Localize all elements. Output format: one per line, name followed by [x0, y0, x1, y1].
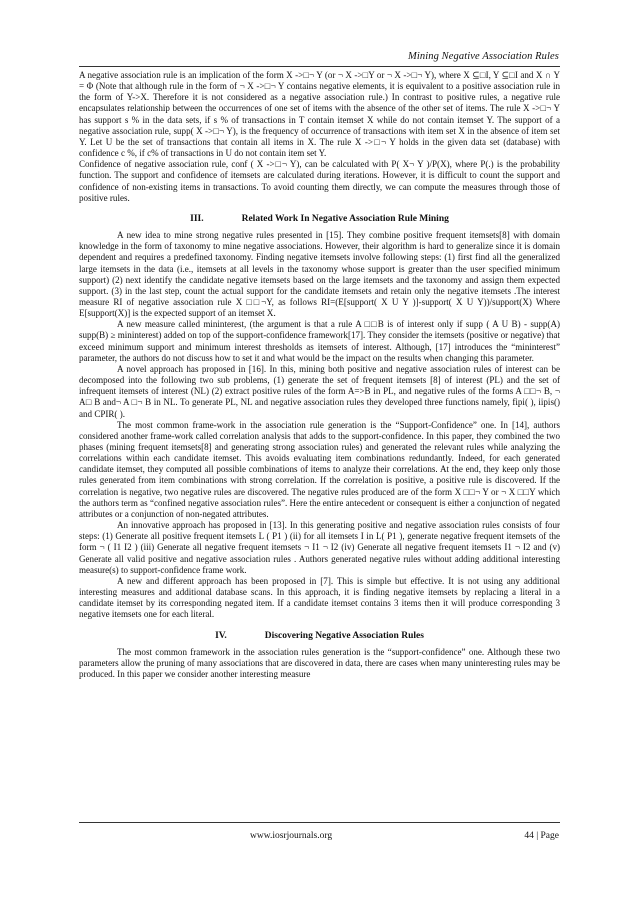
paragraph: A negative association rule is an implication of the form X ->□¬ Y (or ¬ X ->□Y or ¬ X ->□¬ Y), where X ⊆□I, Y ⊆□I and X ∩ Y = Φ (Note that although rule in the form of ¬ X ->□¬ Y contains negative elements, it is equivalent to a positive association rule in the form of Y->X. Therefore it is not considered as a negative association rule.) In contrast to positive rules, a negative rule encapsulates relationship between the occurrences of one set of items with the absence of the other set of items. The rule X ->□¬ Y has support s % in the data sets, if s % of transactions in T contain itemset X while do not contain itemset Y. The support of a negative association rule, supp( X ->□¬ Y), is the frequency of occurrence of transactions with item set X in the absence of item set Y. Let U be the set of transactions that contain all items in X. The rule X ->□¬ Y holds in the given data set (database) with confidence c %, if c% of transactions in U do not contain item set Y. [79, 70, 560, 159]
page-number: 44 | Page [524, 831, 559, 841]
section-heading-4 [79, 631, 560, 642]
paragraph: A novel approach has proposed in [16]. In this, mining both positive and negative association rules of interest can be decomposed into the following two sub problems, (1) generate the set of frequent itemsets [8] of interest (PL) and the set of infrequent itemsets of interest (NL) (2) extract positive rules of the form A=>B in PL, and negative rules of the forms A □□¬ B, ¬ A□ B and¬ A □¬ B in NL. To generate PL, NL and negative association rules they developed three functions namely, fipi( ), iipis() and CPIR( ). [79, 363, 560, 419]
article-body [79, 70, 560, 680]
paragraph: An innovative approach has proposed in [13]. In this generating positive and negative association rules consists of four steps: (1) Generate all positive frequent itemsets L ( P1 ) (ii) for all itemsets I in L( P1 ), generate negative frequent itemsets of the form ¬ ( I1 I2 ) (iii) Generate all negative frequent itemsets ¬ I1 ¬ I2 (iv) Generate all negative frequent itemsets I1 ¬ I2 and (v) Generate all valid positive and negative association rules . Authors generated negative rules without adding additional interesting measure(s) to support-confidence frame work. [79, 520, 560, 575]
section-title: Related Work In Negative Association Rule Mining [241, 213, 449, 224]
section-title: Discovering Negative Association Rules [264, 630, 424, 641]
running-title: Mining Negative Association Rules [408, 51, 559, 62]
footer-url-link[interactable]: www.iosrjournals.org [250, 831, 333, 841]
paragraph: The most common framework in the association rules generation is the “support-confidence” one. Although these two parameters allow the pruning of many associations that are discovered in data, there are cases when many uninteresting rules may be produced. In this paper we consider another interesting measure [79, 646, 560, 679]
section-heading-3 [79, 214, 560, 225]
footer-rule [79, 822, 560, 823]
paragraph: A new measure called mininterest, (the argument is that a rule A □□B is of interest only if supp ( A U B) - supp(A) supp(B) ≥ mininterest) added on top of the support-confidence framework[17]. They consider the itemsets (positive or negative) that exceed minimum support and minimum interest thresholds as itemsets of interest. Although, [17] introduces the “mininterest” parameter, the authors do not discuss how to set it and what would be the impact on the results when changing this parameter. [79, 319, 560, 363]
section-number: III. [190, 213, 204, 224]
paragraph: The most common frame-work in the association rule generation is the “Support-Confidence” one. In [14], authors considered another frame-work called correlation analysis that adds to the support-confidence. In this paper, they combined the two phases (mining frequent itemsets[8] and generating strong association rules) and generated the relevant rules while analyzing the correlations within each candidate itemset. This avoids evaluating item combinations redundantly. Indeed, for each generated candidate itemset, they computed all possible combinations of items to analyze their correlations. At the end, they keep only those rules generated from item combinations with strong correlation. If the correlation is positive, a positive rule is discovered. If the correlation is negative, two negative rules are discovered. The negative rules produced are of the form X □□¬ Y or ¬ X □□Y which the authors term as “confined negative association rules”. Here the entire antecedent or consequent is either a conjunction of negated attributes or a conjunction of non-negated attributes. [79, 419, 560, 519]
section-number: IV. [215, 630, 227, 641]
paragraph: A new and different approach has been proposed in [7]. This is simple but effective. It is not using any additional interesting measures and additional database scans. In this approach, it is finding negative itemsets by replacing a literal in a candidate itemset by its corresponding negated item. If a candidate itemset contains 3 items then it will produce corresponding 3 negative itemsets one for each literal. [79, 575, 560, 620]
paragraph: Confidence of negative association rule, conf ( X ->□¬ Y), can be calculated with P( X¬ Y )/P(X), where P(.) is the probability function. The support and confidence of itemsets are calculated during iterations. However, it is difficult to count the support and confidence of non-existing items in transactions. To avoid counting them directly, we can compute the measures through those of positive rules. [79, 159, 560, 203]
header-rule [79, 66, 560, 67]
paragraph: A new idea to mine strong negative rules presented in [15]. They combine positive frequent itemsets[8] with domain knowledge in the form of taxonomy to mine negative associations. However, their algorithm is hard to generalize since it is domain dependent and requires a predefined taxonomy. Finding negative itemsets involve following steps: (1) first find all the generalized large itemsets in the data (i.e., itemsets at all levels in the taxonomy whose support is greater than the user specified minimum support) (2) next identify the candidate negative itemsets based on the large itemsets and the taxonomy and assign them expected support. (3) in the last step, count the actual support for the candidate itemsets and retain only the negative itemsets .The interest measure RI of negative association rule X □□¬Y, as follows RI=(E[support( X U Y )]-support( X U Y))/support(X) Where E[support(X)] is the expected support of an itemset X. [79, 230, 560, 319]
